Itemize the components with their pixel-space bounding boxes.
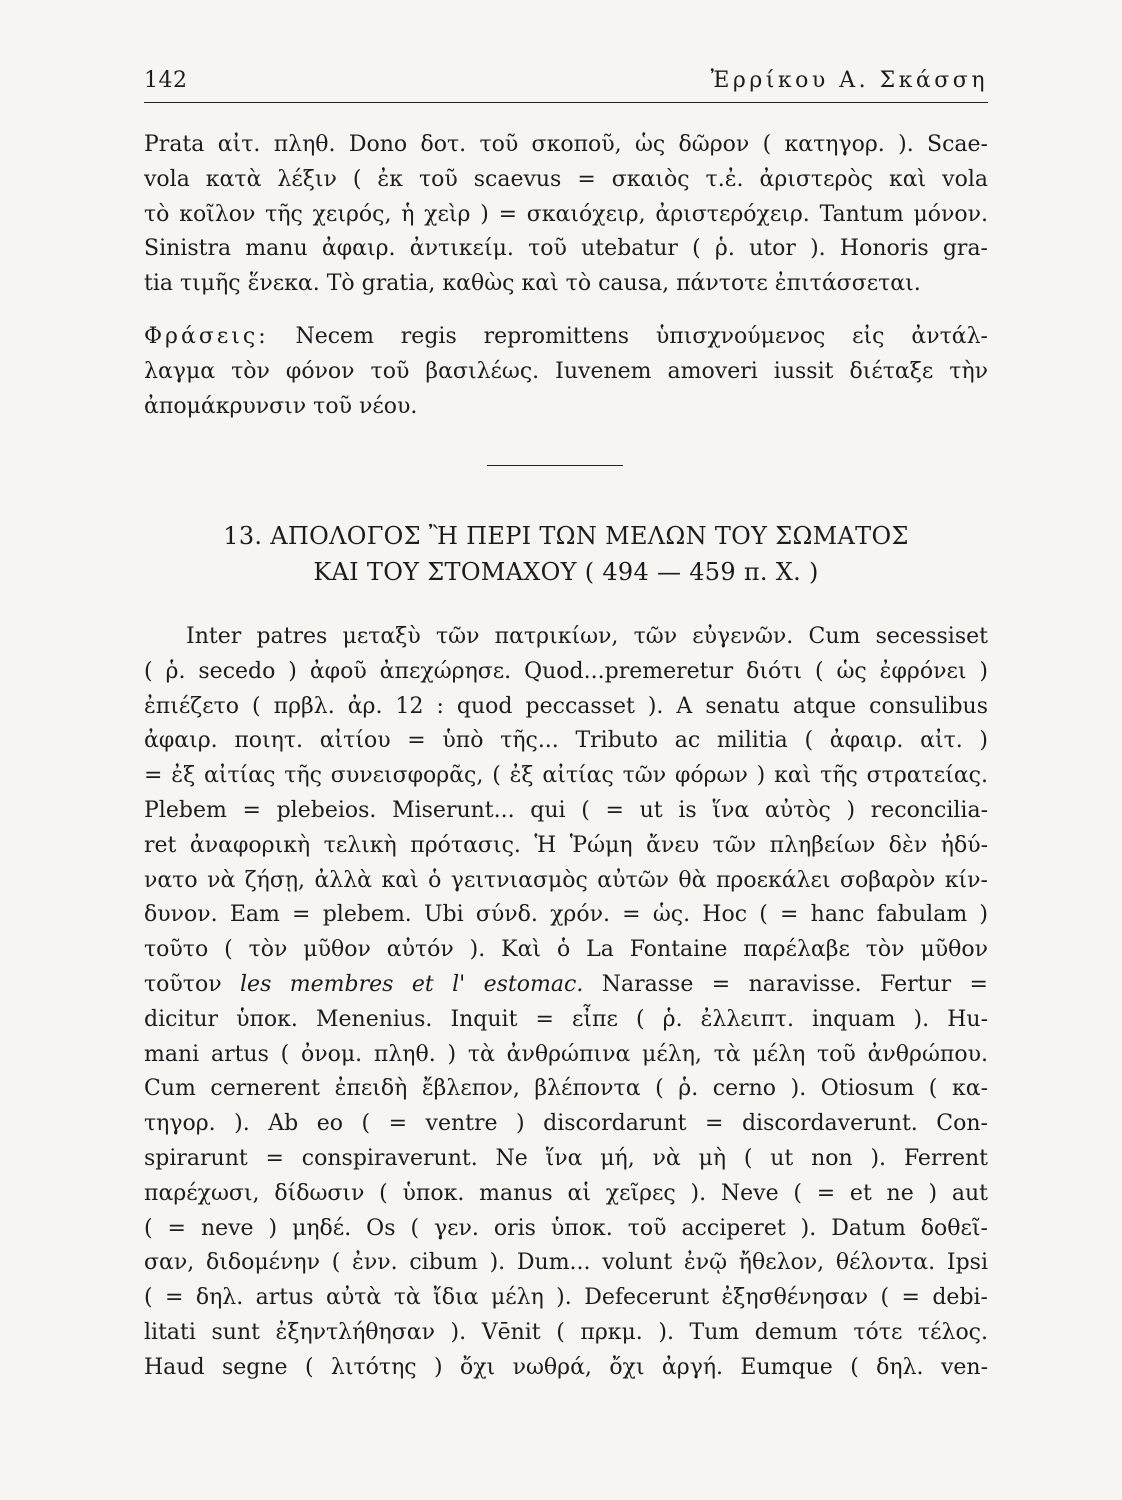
text-segment: τοῦτον xyxy=(144,971,222,997)
text-line: Cum cernerent ἐπειδὴ ἔβλεπον, βλέποντα ( ῥ. cerno ). Otiosum ( κα- xyxy=(144,1076,988,1102)
text-line: νατο νὰ ζήσῃ, ἀλλὰ καὶ ὁ γειτνιασμὸς αὐτῶν θὰ προεκάλει σοβαρὸν κίν- xyxy=(144,867,988,893)
phrases-text: Necem regis repromittens ὑπισχνούμενος εἰς ἀντάλ- xyxy=(295,324,988,349)
text-line: litati sunt ἐξηντλήθησαν ). Vēnit ( πρκμ. ). Tum demum τότε τέλος. xyxy=(144,1319,988,1345)
text-line: Plebem = plebeios. Miserunt... qui ( = ut is ἵνα αὐτὸς ) reconcilia- xyxy=(144,797,988,823)
section-divider xyxy=(487,465,623,466)
text-line: ( = neve ) μηδέ. Os ( γεν. oris ὑποκ. τοῦ acciperet ). Datum δοθεῖ- xyxy=(144,1215,988,1241)
text-line: σαν, διδομένην ( ἐνν. cibum ). Dum... volunt ἐνῷ ἤθελον, θέλοντα. Ipsi xyxy=(144,1250,988,1276)
text-line xyxy=(144,968,988,1003)
italic-title: les membres et l' estomac. xyxy=(240,971,584,997)
text-line: vola κατὰ λέξιν ( ἐκ τοῦ scaevus = σκαιὸς τ.ἐ. ἀριστερὸς καὶ vola xyxy=(144,166,988,192)
text-segment: Narasse = naravisse. Fertur = xyxy=(601,971,988,997)
page-number: 142 xyxy=(144,68,188,93)
paragraph-glosses-1 xyxy=(144,128,988,302)
text-line: Inter patres μεταξὺ τῶν πατρικίων, τῶν εὐγενῶν. Cum secessiset xyxy=(186,624,988,649)
text-line: παρέχωσι, δίδωσιν ( ὑποκ. manus αἱ χεῖρες ). Neve ( = et ne ) aut xyxy=(144,1180,988,1206)
paragraph-phrases xyxy=(144,320,988,424)
text-line: tia τιμῆς ἕνεκα. Τὸ gratia, καθὼς καὶ τὸ causa, πάντοτε ἐπιτάσσεται. xyxy=(144,271,921,297)
text-line: ( = δηλ. artus αὐτὰ τὰ ἴδια μέλη ). Defecerunt ἐξησθένησαν ( = debi- xyxy=(144,1285,988,1311)
text-line: Prata αἰτ. πληθ. Dono δοτ. τοῦ σκοποῦ, ὡς δῶρον ( κατηγορ. ). Scae- xyxy=(144,132,988,157)
text-line: δυνον. Eam = plebem. Ubi σύνδ. χρόν. = ὡς. Hoc ( = hanc fabulam ) xyxy=(144,902,988,928)
text-line: λαγμα τὸν φόνον τοῦ βασιλέως. Iuvenem amoveri iussit διέταξε τὴν xyxy=(144,358,988,384)
running-head: Ἐρρίκου Α. Σκάσση xyxy=(710,68,988,93)
text-line: spirarunt = conspiraverunt. Ne ἵνα μή, νὰ μὴ ( ut non ). Ferrent xyxy=(144,1145,988,1171)
phrases-label: Φράσεις: xyxy=(144,324,269,349)
text-line: mani artus ( ὀνομ. πληθ. ) τὰ ἀνθρώπινα μέλη, τὰ μέλη τοῦ ἀνθρώπου. xyxy=(144,1041,988,1067)
page-header xyxy=(144,66,988,103)
text-line: ( ῥ. secedo ) ἀφοῦ ἀπεχώρησε. Quod...premeretur διότι ( ὡς ἐφρόνει ) xyxy=(144,658,988,684)
section-heading-line-1: 13. ΑΠΟΛΟΓΟΣ Ἢ ΠΕΡΙ ΤΩΝ ΜΕΛΩΝ ΤΟΥ ΣΩΜΑΤΟΣ xyxy=(223,522,909,550)
text-line: τοῦτο ( τὸν μῦθον αὐτόν ). Καὶ ὁ La Fontaine παρέλαβε τὸν μῦθον xyxy=(144,937,988,963)
text-line: ἀπομάκρυνσιν τοῦ νέου. xyxy=(144,393,418,419)
paragraph-glosses-2 xyxy=(144,620,988,1386)
text-line: ἐπιέζετο ( πρβλ. ἀρ. 12 : quod peccasset ). A senatu atque consulibus xyxy=(144,693,988,719)
text-line: τηγορ. ). Ab eo ( = ventre ) discordarunt = discordaverunt. Con- xyxy=(144,1111,988,1137)
text-line xyxy=(144,320,988,355)
text-line: τὸ κοῖλον τῆς χειρός, ἡ χεὶρ ) = σκαιόχειρ, ἀριστερόχειρ. Tantum μόνον. xyxy=(144,201,988,227)
text-line: ret ἀναφορικὴ τελικὴ πρότασις. Ἡ Ῥώμη ἄνευ τῶν πληβείων δὲν ἠδύ- xyxy=(144,832,988,858)
section-heading-line-2: ΚΑΙ ΤΟΥ ΣΤΟΜΑΧΟΥ ( 494 — 459 π. Χ. ) xyxy=(313,558,819,586)
text-line: = ἐξ αἰτίας τῆς συνεισφορᾶς, ( ἐξ αἰτίας τῶν φόρων ) καὶ τῆς στρατείας. xyxy=(144,763,988,789)
text-line: Haud segne ( λιτότης ) ὄχι νωθρά, ὄχι ἀργή. Eumque ( δηλ. ven- xyxy=(144,1354,988,1380)
text-line: ἀφαιρ. ποιητ. αἰτίου = ὑπὸ τῆς... Tributo ac militia ( ἀφαιρ. αἰτ. ) xyxy=(144,728,988,754)
text-line: Sinistra manu ἀφαιρ. ἀντικείμ. τοῦ utebatur ( ῥ. utor ). Honoris gra- xyxy=(144,236,988,262)
text-line: dicitur ὑποκ. Menenius. Inquit = εἶπε ( ῥ. ἐλλειπτ. inquam ). Hu- xyxy=(144,1006,988,1032)
